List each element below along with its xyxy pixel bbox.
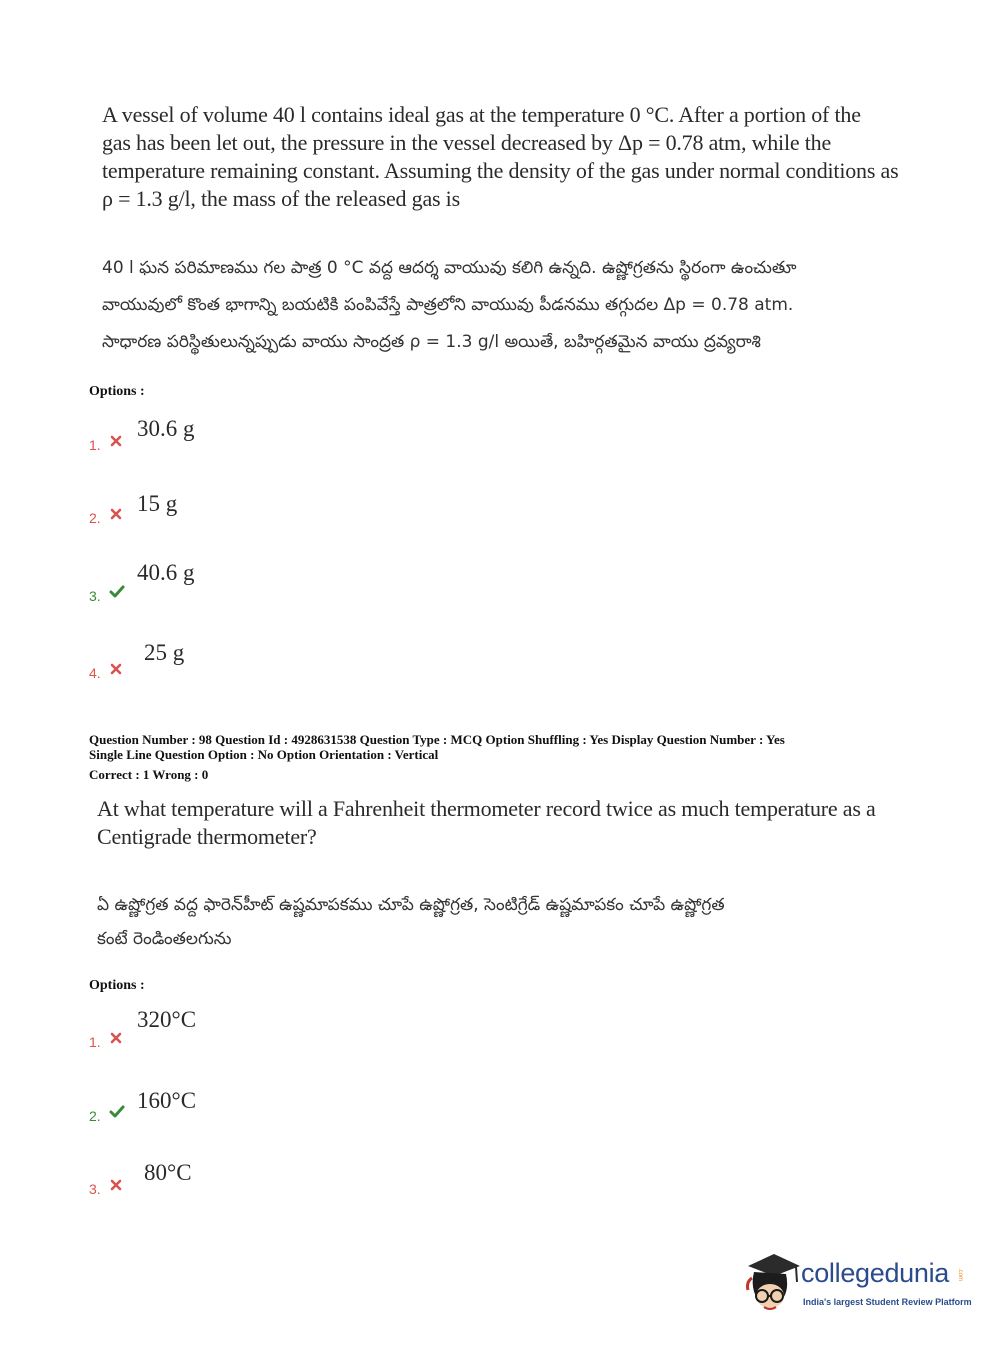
cross-icon bbox=[110, 663, 122, 675]
option-number: 1. bbox=[89, 1034, 101, 1050]
logo-name: collegedunia bbox=[801, 1258, 950, 1288]
cross-icon bbox=[110, 508, 122, 520]
cross-icon bbox=[110, 1032, 122, 1044]
q1-line: gas has been let out, the pressure in the vessel decreased by Δp = 0.78 atm, while the bbox=[102, 130, 832, 155]
logo-suffix: .com bbox=[957, 1268, 963, 1282]
q2-line: Centigrade thermometer? bbox=[97, 824, 317, 849]
q1-line: temperature remaining constant. Assuming the density of the gas under normal conditions as bbox=[102, 158, 899, 183]
check-icon bbox=[109, 585, 125, 599]
option-text[interactable]: 160°C bbox=[137, 1088, 197, 1113]
check-icon bbox=[109, 1105, 125, 1119]
options-label: Options : bbox=[89, 978, 145, 993]
mascot-icon bbox=[744, 1252, 802, 1318]
option-text[interactable]: 40.6 g bbox=[137, 560, 195, 585]
q2-te-line: ఏ ఉష్ణోగ్రత వద్ద ఫారెన్‌హీట్ ఉష్ణమాపకము చూపే ఉష్ణోగ్రత, సెంటిగ్రేడ్ ఉష్ణమాపకం చూపే ఉష్ణోగ్రత bbox=[97, 895, 725, 915]
option-number: 1. bbox=[89, 437, 101, 453]
option-text[interactable]: 15 g bbox=[137, 491, 178, 516]
option-number: 3. bbox=[89, 1181, 101, 1197]
question-2-meta bbox=[89, 732, 785, 762]
options-label: Options : bbox=[89, 384, 145, 399]
question-1-telugu bbox=[102, 250, 900, 361]
cross-icon bbox=[110, 1179, 122, 1191]
q1-line: A vessel of volume 40 l contains ideal gas at the temperature 0 °C. After a portion of the bbox=[102, 102, 861, 127]
cross-icon bbox=[110, 435, 122, 447]
q1-te-line: సాధారణ పరిస్థితులున్నప్పుడు వాయు సాంద్రత ρ = 1.3 g/l అయితే, బహిర్గతమైన వాయు ద్రవ్యరాశి bbox=[102, 332, 761, 352]
option-number: 2. bbox=[89, 1108, 101, 1124]
q1-te-line: 40 l ఘన పరిమాణము గల పాత్ర 0 °C వద్ద ఆదర్శ వాయువు కలిగి ఉన్నది. ఉష్ణోగ్రతను స్థిరంగా ఉంచుతూ bbox=[102, 258, 797, 278]
meta-line: Single Line Question Option : No Option Orientation : Vertical bbox=[89, 747, 439, 762]
meta-line: Question Number : 98 Question Id : 4928631538 Question Type : MCQ Option Shuffling : Yes Display Question Number : Yes bbox=[89, 732, 785, 747]
option-text[interactable]: 30.6 g bbox=[137, 416, 195, 441]
q1-line: ρ = 1.3 g/l, the mass of the released gas is bbox=[102, 186, 460, 211]
q2-te-line: కంటే రెండింతలగును bbox=[97, 929, 232, 949]
q1-te-line: వాయువులో కొంత భాగాన్ని బయటికి పంపివేస్తే పాత్రలోని వాయువు పీడనము తగ్గుదల Δp = 0.78 atm. bbox=[102, 295, 794, 315]
logo-tagline: India's largest Student Review Platform bbox=[803, 1297, 972, 1307]
option-number: 3. bbox=[89, 588, 101, 604]
question-1-english bbox=[102, 101, 900, 213]
option-text[interactable]: 80°C bbox=[144, 1160, 192, 1185]
option-number: 4. bbox=[89, 665, 101, 681]
question-2-score: Correct : 1 Wrong : 0 bbox=[89, 767, 209, 782]
option-number: 2. bbox=[89, 510, 101, 526]
question-2-english bbox=[97, 795, 897, 851]
option-text[interactable]: 25 g bbox=[144, 640, 185, 665]
q2-line: At what temperature will a Fahrenheit thermometer record twice as much temperature as a bbox=[97, 796, 876, 821]
question-2-telugu bbox=[97, 888, 897, 956]
collegedunia-logo[interactable] bbox=[744, 1252, 972, 1318]
option-text[interactable]: 320°C bbox=[137, 1007, 197, 1032]
